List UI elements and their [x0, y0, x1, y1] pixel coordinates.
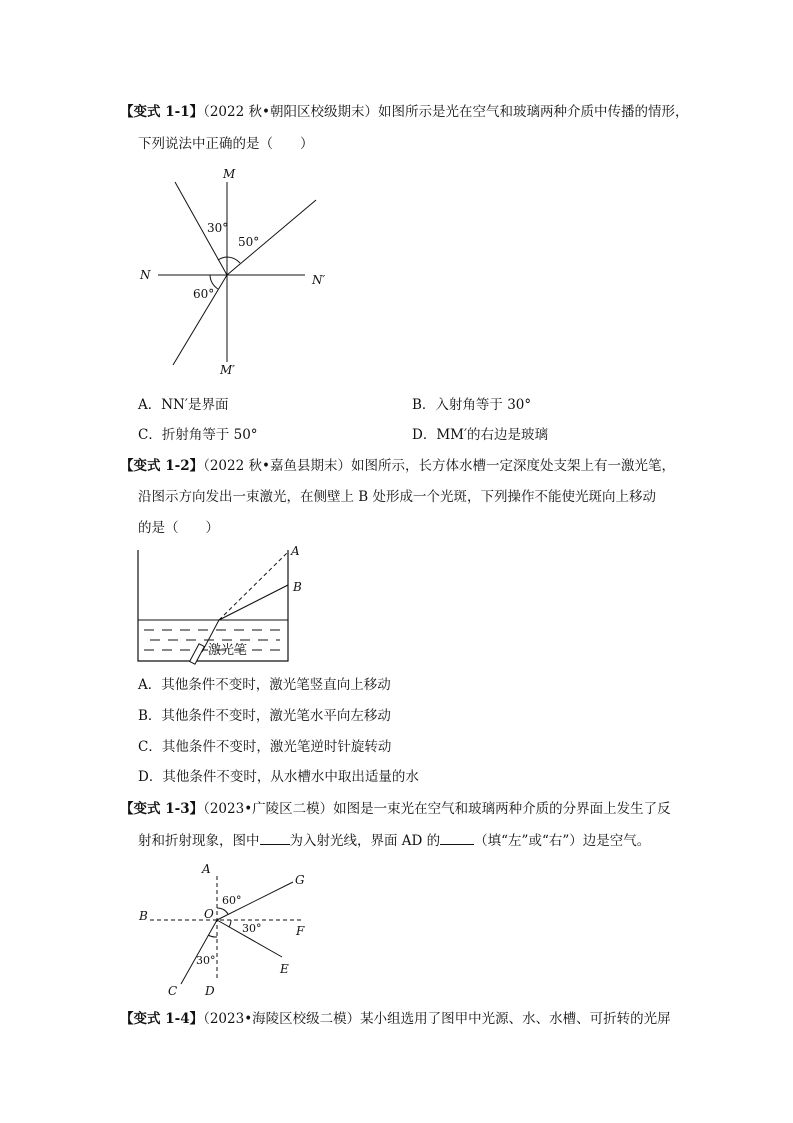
q2-option-c: C．其他条件不变时，激光笔逆时针旋转动 [138, 739, 392, 755]
q2-prefix: 【变式 1-2】 [120, 458, 204, 474]
q3-figure [130, 858, 330, 1002]
q4-line1 [120, 1010, 671, 1028]
q3-label-E: E [280, 962, 289, 976]
q2-line1 [120, 457, 675, 475]
q3-arc-30a [229, 920, 231, 927]
q1-stem-line1: （2022 秋•朝阳区校级期末）如图所示是光在空气和玻璃两种介质中传播的情形， [203, 104, 689, 120]
q2-option-a: A．其他条件不变时，激光笔竖直向上移动 [138, 677, 391, 693]
q2-figure [130, 540, 320, 674]
q2-stem-line3: 的是（ ） [138, 520, 219, 536]
q4-prefix: 【变式 1-4】 [120, 1011, 204, 1027]
q3-blank-2[interactable] [440, 832, 474, 845]
q3-arc-60 [217, 908, 228, 914]
q3-line1 [120, 800, 671, 818]
q2-option-b: B．其他条件不变时，激光笔水平向左移动 [138, 708, 391, 724]
q1-option-d: D．MM′的右边是玻璃 [412, 427, 549, 443]
q3-stem-line2-c: （填“左”或“右”）边是空气。 [474, 833, 651, 849]
q4-stem-line1: （2023•海陵区校级二模）某小组选用了图甲中光源、水、水槽、可折转的光屏 [203, 1011, 671, 1027]
q2-option-d: D．其他条件不变时，从水槽水中取出适量的水 [138, 769, 419, 785]
q3-label-C: C [168, 984, 178, 998]
q3-label-O: O [204, 907, 214, 921]
q2-label-pen: 激光笔 [208, 643, 248, 658]
q3-angle-60: 60° [222, 894, 242, 907]
q3-ray-CO [181, 920, 217, 984]
q2-stem-line2: 沿图示方向发出一束激光，在侧壁上 B 处形成一个光斑，下列操作不能使光斑向上移动 [138, 489, 657, 505]
q3-stem-line1: （2023•广陵区二模）如图是一束光在空气和玻璃两种介质的分界面上发生了反 [203, 801, 671, 817]
q3-blank-1[interactable] [260, 832, 290, 845]
q3-label-B: B [139, 909, 148, 923]
q3-line2 [138, 832, 650, 850]
q2-stem-line1: （2022 秋•嘉鱼县期末）如图所示，长方体水槽一定深度处支架上有一激光笔， [203, 458, 675, 474]
q3-angle-30a: 30° [242, 922, 262, 935]
q3-arc-30b [208, 935, 217, 937]
q3-stem-line2-a: 射和折射现象，图中 [138, 833, 260, 849]
q1-angle-50: 50° [238, 235, 260, 249]
q3-label-F: F [296, 924, 305, 938]
q1-arc-30 [218, 257, 227, 260]
q1-option-a: A．NN′是界面 [138, 397, 229, 413]
q2-beam-extension [219, 552, 288, 620]
q1-label-M: M [223, 167, 236, 181]
q1-angle-60: 60° [193, 287, 215, 301]
q1-line1 [120, 103, 688, 121]
q1-label-N: N [140, 268, 151, 282]
q1-option-b: B．入射角等于 30° [412, 397, 532, 413]
q3-prefix: 【变式 1-3】 [120, 801, 204, 817]
q3-label-G: G [295, 873, 305, 887]
q1-prefix: 【变式 1-1】 [120, 104, 204, 120]
q2-label-A: A [291, 544, 300, 558]
q1-arc-50 [227, 257, 240, 263]
q2-diagram [130, 540, 320, 670]
q3-label-D: D [205, 984, 215, 998]
q1-figure [130, 162, 350, 386]
q1-angle-30: 30° [207, 221, 229, 235]
q3-label-A: A [202, 862, 211, 876]
q1-stem-line2: 下列说法中正确的是（ ） [138, 136, 314, 152]
q2-beam-refracted [219, 585, 288, 620]
q2-label-B: B [293, 580, 302, 594]
q1-label-Mp: M′ [220, 363, 236, 377]
q3-diagram [130, 858, 330, 998]
q1-label-Np: N′ [312, 273, 326, 287]
q1-option-c: C．折射角等于 50° [138, 427, 258, 443]
q3-stem-line2-b: 为入射光线，界面 AD 的 [289, 833, 441, 849]
q3-angle-30b: 30° [196, 954, 216, 967]
q1-diagram [130, 162, 350, 382]
